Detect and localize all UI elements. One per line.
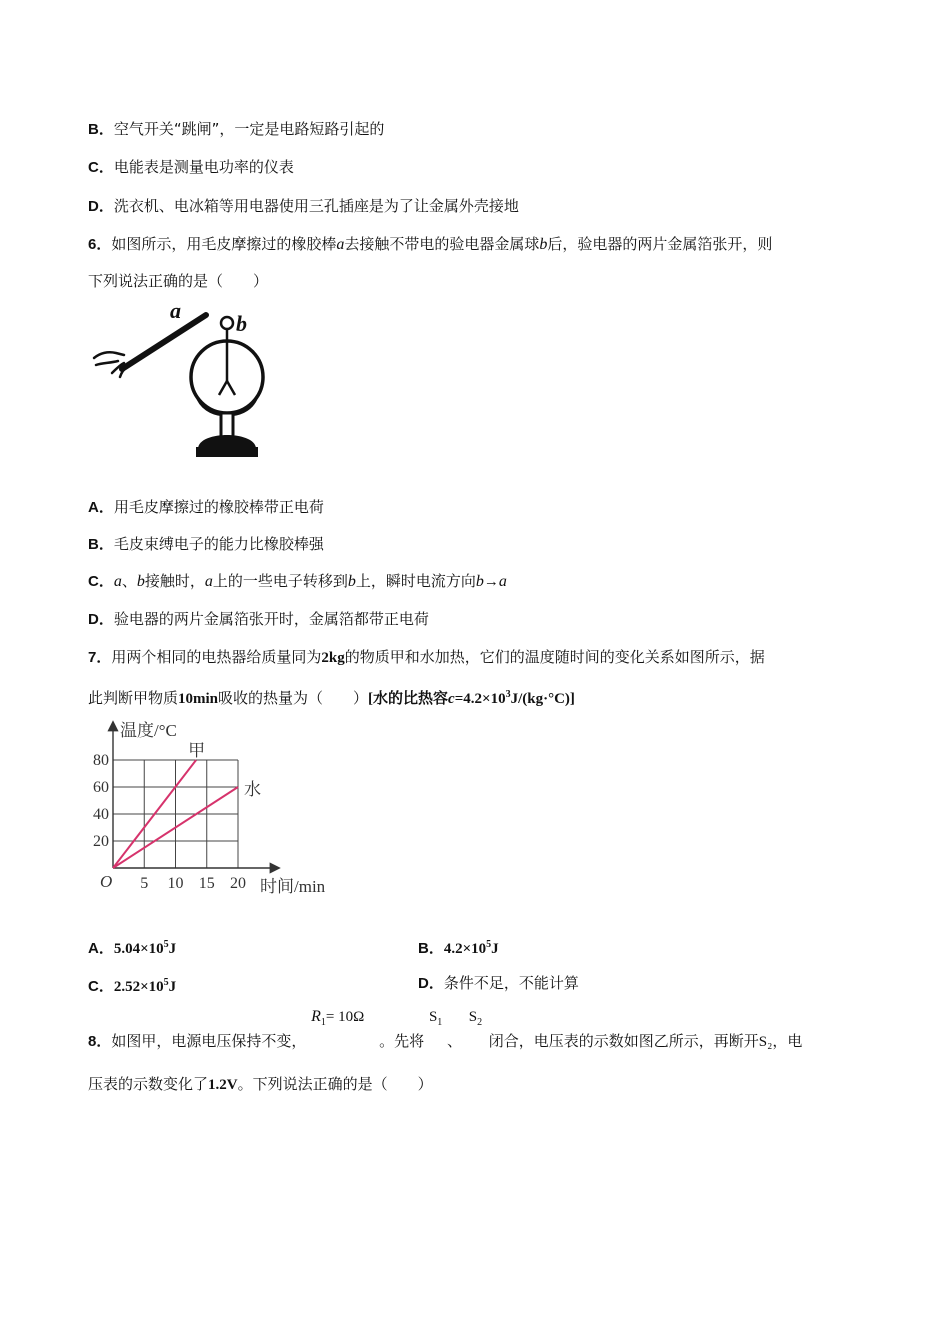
rod-label-a: a bbox=[170, 303, 181, 323]
switch-s1: $S_1$ bbox=[428, 1009, 443, 1028]
y-tick-label: 40 bbox=[93, 806, 109, 823]
q7-option-d: D．条件不足，不能计算 bbox=[418, 974, 579, 992]
y-tick-label: 20 bbox=[93, 833, 109, 850]
q6-option-d: D．验电器的两片金属箔张开时，金属箔都带正电荷 bbox=[88, 610, 429, 628]
switch-s2: $S_2$ bbox=[468, 1009, 483, 1028]
series-label-0: 甲 bbox=[188, 741, 206, 760]
q6-stem-line1: 6．如图所示，用毛皮摩擦过的橡胶棒a去接触不带电的验电器金属球b后，验电器的两片金属箔张开，则 bbox=[88, 235, 773, 253]
q5-option-d: D．洗衣机、电冰箱等用电器使用三孔插座是为了让金属外壳接地 bbox=[88, 197, 519, 215]
x-tick-label: 20 bbox=[230, 875, 246, 892]
q8-stem-line2: 压表的示数变化了1.2V。下列说法正确的是（ ） bbox=[88, 1075, 433, 1093]
q7-stem-line2: 此判断甲物质10min吸收的热量为（ ）[水的比热容$c=4.2\times 10^3J/(kg\cdot^\circ C)$] bbox=[88, 689, 575, 707]
y-tick-label: 80 bbox=[93, 752, 109, 769]
q6-option-c: C．a、b接触时，a上的一些电子转移到b上，瞬时电流方向b→a bbox=[88, 572, 507, 590]
y-tick-label: 60 bbox=[93, 779, 109, 796]
q7-option-a: A．$5.04\times 10^5J$ bbox=[88, 939, 177, 957]
q6-stem-line2: 下列说法正确的是（ ） bbox=[88, 272, 269, 290]
ball-label-b: b bbox=[236, 311, 247, 336]
chart-grid bbox=[113, 760, 238, 868]
q7-stem-line1: 7．用两个相同的电热器给质量同为2kg的物质甲和水加热，它们的温度随时间的变化关系如图所示，据 bbox=[88, 648, 765, 666]
x-tick-label: 15 bbox=[198, 875, 215, 892]
q6-option-b: B．毛皮束缚电子的能力比橡胶棒强 bbox=[88, 535, 324, 553]
metal-ball bbox=[221, 317, 233, 329]
q5-option-c: C．电能表是测量电功率的仪表 bbox=[88, 158, 294, 176]
y-axis-label: 温度/°C bbox=[120, 721, 177, 740]
q6-option-a: A．用毛皮摩擦过的橡胶棒带正电荷 bbox=[88, 498, 324, 516]
series-label-1: 水 bbox=[244, 780, 261, 799]
temperature-time-chart bbox=[88, 715, 348, 900]
x-axis-label: 时间/min bbox=[260, 877, 326, 896]
electroscope-figure bbox=[86, 303, 276, 468]
q8-stem-line1: 8．如图甲，电源电压保持不变， $R_1= 10\Omega$ 。先将 $S_1$ 、 $S_2$ 闭合，电压表的示数如图乙所示，再断开S₂，电 bbox=[88, 1008, 803, 1050]
x-tick-label: 5 bbox=[140, 875, 149, 892]
chart-ticks bbox=[93, 752, 246, 892]
q7-option-c: C．$2.52\times 10^5J$ bbox=[88, 977, 177, 995]
origin-label: O bbox=[100, 872, 113, 891]
r1-formula: $R_1= 10\Omega$ bbox=[311, 1008, 365, 1028]
q7-option-b: B．$4.2\times 10^5J$ bbox=[418, 939, 499, 957]
q5-option-b: B．空气开关“跳闸”，一定是电路短路引起的 bbox=[88, 120, 385, 138]
x-tick-label: 10 bbox=[167, 875, 184, 892]
